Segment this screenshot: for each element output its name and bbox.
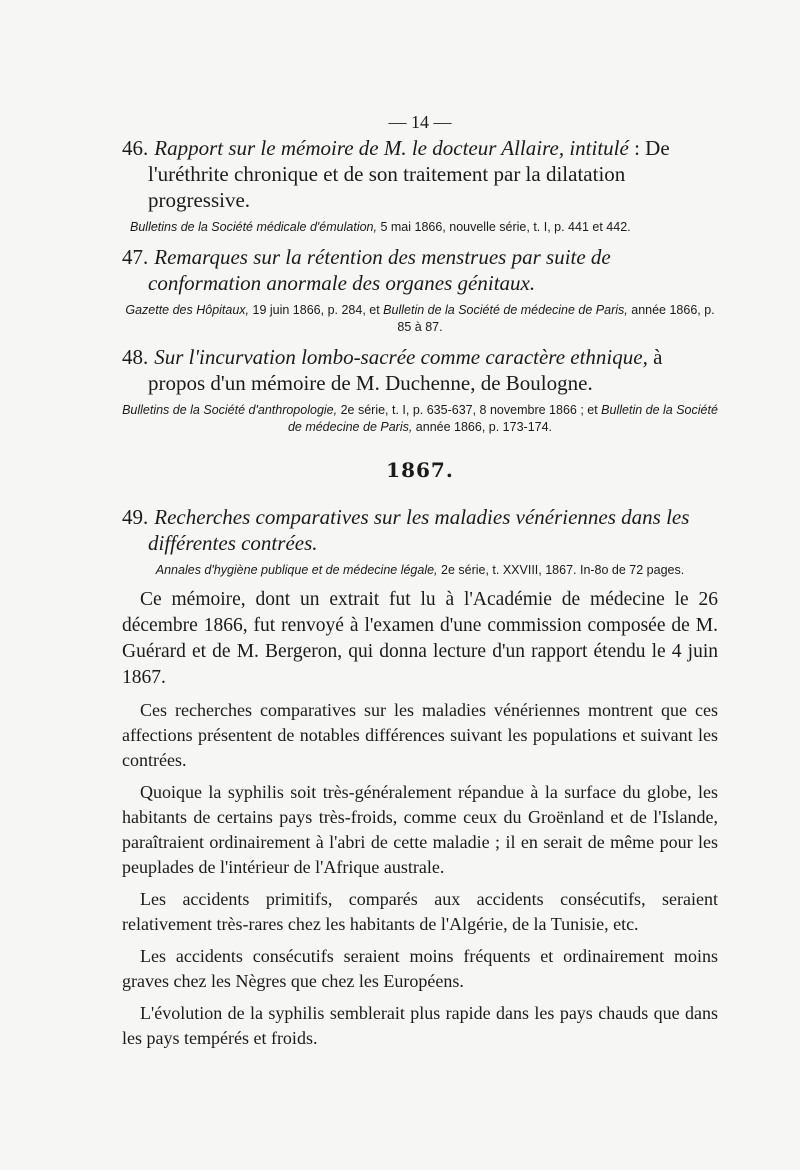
entry-title-italic: Recherches comparatives sur les maladies vénériennes dans les différentes contrées.: [148, 505, 690, 555]
source-details-2: année 1866, p. 173-174.: [412, 420, 553, 434]
source-journal: Bulletins de la Société médicale d'émulation,: [130, 220, 377, 234]
source-details: 2e série, t. I, p. 635-637, 8 novembre 1866 ; et: [337, 403, 602, 417]
entry-title-italic: Remarques sur la rétention des menstrues par suite de conformation anormale des organes génitaux.: [148, 245, 611, 295]
entry-title-italic: Rapport sur le mémoire de M. le docteur Allaire, intitulé: [154, 136, 629, 160]
entry-source: [130, 219, 718, 236]
entry-number: 47.: [122, 245, 149, 269]
entry-source: [122, 562, 718, 579]
entry-number: 46.: [122, 136, 149, 160]
year-heading: 1867.: [386, 458, 454, 482]
paragraph: Les accidents consécutifs seraient moins fréquents et ordinairement moins graves chez les Nègres que chez les Européens.: [122, 946, 718, 991]
entry-49: [122, 504, 718, 579]
source-details: 19 juin 1866, p. 284, et: [249, 303, 384, 317]
paragraph: Ces recherches comparatives sur les maladies vénériennes montrent que ces affections présentent de notables différences suivant les populations et suivant les contrées.: [122, 700, 718, 770]
entry-title-rest: à propos d'un mémoire de M. Duchenne, de Boulogne.: [148, 345, 663, 395]
entry-46: [122, 135, 718, 236]
entry-title: [122, 504, 718, 556]
entry-title-italic: Sur l'incurvation lombo-sacrée comme caractère ethnique,: [154, 345, 648, 369]
page-number: — 14 —: [388, 112, 452, 132]
entry-48: [122, 344, 718, 436]
paragraph: Quoique la syphilis soit très-généralement répandue à la surface du globe, les habitants de certains pays très-froids, comme ceux du Groënland et de l'Islande, paraîtraient ordinairement à l'abri de cette maladie ; il en serait de même pour les peuplades de l'intérieur de l'Afrique australe.: [122, 782, 718, 877]
source-journal-2: Bulletin de la Société de médecine de Paris,: [287, 403, 718, 434]
source-journal: Gazette des Hôpitaux,: [125, 303, 250, 317]
source-journal-2: Bulletin de la Société de médecine de Paris,: [383, 303, 628, 317]
entry-source: [122, 402, 718, 436]
entry-source: [122, 302, 718, 336]
paragraph: Ce mémoire, dont un extrait fut lu à l'Académie de médecine le 26 décembre 1866, fut renvoyé à l'examen d'une commission composée de M. Guérard et de M. Bergeron, qui donna lecture d'un rapport étendu le 4 juin 1867.: [122, 589, 718, 688]
source-journal: Bulletins de la Société d'anthropologie,: [122, 403, 338, 417]
source-details-2: année 1866, p. 85 à 87.: [397, 303, 715, 334]
entry-title: [122, 244, 718, 296]
entry-title: [122, 135, 718, 213]
entry-title-rest: : De l'uréthrite chronique et de son traitement par la dilatation progressive.: [148, 136, 670, 212]
entry-number: 49.: [122, 505, 149, 529]
source-details: 2e série, t. XXVIII, 1867. In-8o de 72 pages.: [437, 563, 685, 577]
source-journal: Annales d'hygiène publique et de médecine légale,: [155, 563, 438, 577]
paragraph: Les accidents primitifs, comparés aux accidents consécutifs, seraient relativement très-rares chez les habitants de l'Algérie, de la Tunisie, etc.: [122, 889, 718, 934]
source-details: 5 mai 1866, nouvelle série, t. I, p. 441 et 442.: [376, 220, 631, 234]
entry-number: 48.: [122, 345, 149, 369]
entry-title: [122, 344, 718, 396]
entry-47: [122, 244, 718, 336]
paragraph: L'évolution de la syphilis semblerait plus rapide dans les pays chauds que dans les pays tempérés et froids.: [122, 1003, 718, 1048]
